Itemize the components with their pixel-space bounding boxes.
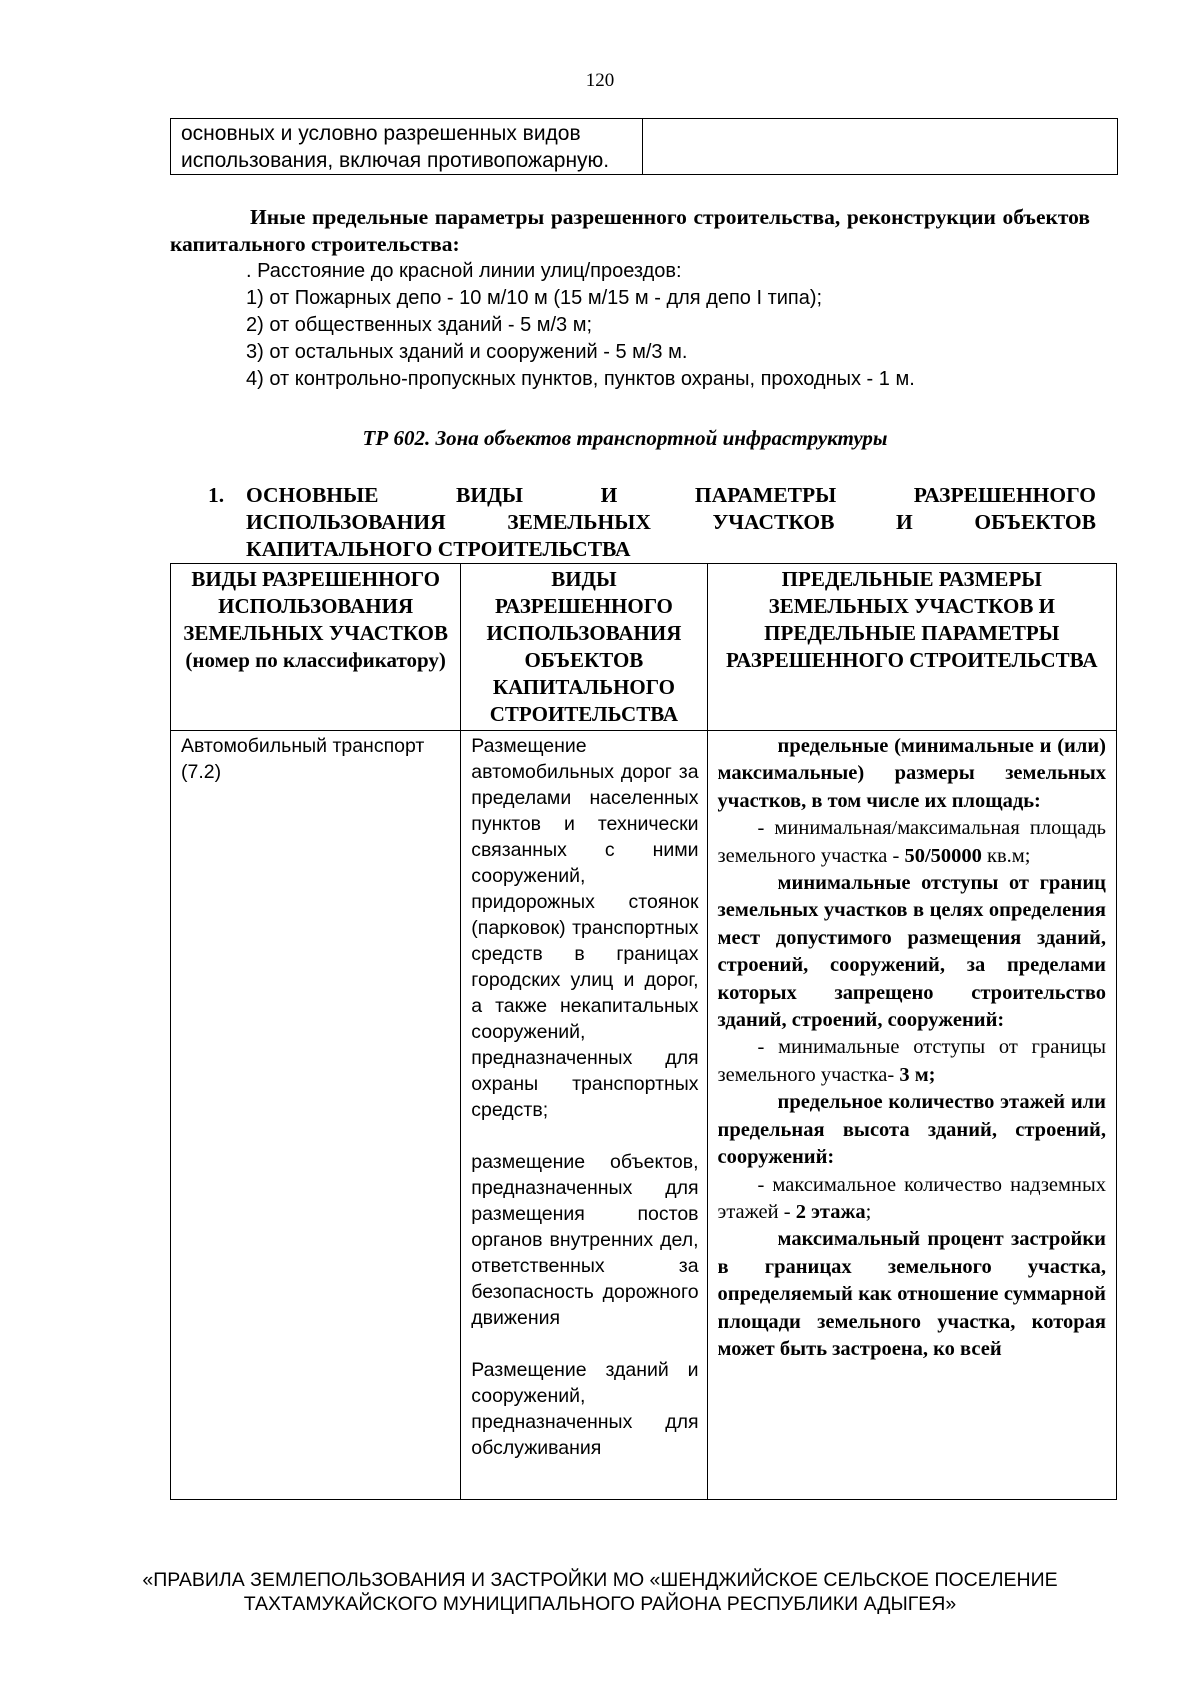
column-header-sublabel: (номер по классификатору) [185, 648, 446, 672]
column-header-building-use: ВИДЫ РАЗРЕШЕННОГО ИСПОЛЬЗОВАНИЯ ОБЪЕКТОВ КАПИТАЛЬНОГО СТРОИТЕЛЬСТВА [461, 564, 707, 731]
section-title-line: ИСПОЛЬЗОВАНИЯ ЗЕМЕЛЬНЫХ УЧАСТКОВ И ОБЪЕКТОВ [246, 510, 1096, 534]
limits-number: 2 этажа [795, 1200, 866, 1223]
building-use-paragraph: Размещение зданий и сооружений, предназначенных для обслуживания [471, 1359, 699, 1459]
limits-heading: минимальные отступы от границ земельных участков в целях определения мест допустимого размещения зданий, строений, сооружений, за пределами которых запрещено строительство зданий, строений, сооружений: [717, 872, 1106, 1032]
limits-text: - минимальные отступы от границы земельного участка- [717, 1036, 1106, 1086]
limits-value [718, 1172, 1106, 1227]
building-use-paragraph: размещение объектов, предназначенных для размещения постов органов внутренних дел, ответственных за безопасность дорожного движения [471, 1151, 699, 1329]
section-title-line: КАПИТАЛЬНОГО СТРОИТЕЛЬСТВА [246, 537, 631, 561]
zone-title: ТР 602. Зона объектов транспортной инфраструктуры [362, 426, 888, 450]
cell-limits [707, 731, 1116, 1500]
footer-line: ТАХТАМУКАЙСКОГО МУНИЦИПАЛЬНОГО РАЙОНА РЕСПУБЛИКИ АДЫГЕЯ» [243, 1593, 957, 1615]
section-number: 1. [208, 483, 225, 507]
limits-heading: предельное количество этажей или предельная высота зданий, строений, сооружений: [717, 1091, 1106, 1169]
list-item: . Расстояние до красной линии улиц/проездов: [246, 260, 682, 282]
section-title-line: ОСНОВНЫЕ ВИДЫ И ПАРАМЕТРЫ РАЗРЕШЕННОГО [246, 483, 1096, 507]
building-use-paragraph: Размещение автомобильных дорог за пределами населенных пунктов и технически связанных с ними сооружений, придорожных стоянок (парковок) транспортных средств в границах городских улиц и дорог, а также некапитальных сооружений, предназначенных для охраны транспортных средств; [471, 735, 699, 1121]
limits-number: 3 м; [899, 1063, 936, 1086]
land-use-code: (7.2) [181, 761, 222, 783]
cell-land-use [171, 731, 461, 1500]
limits-text: - максимальное количество надземных этажей - [717, 1173, 1106, 1223]
list-item: 1) от Пожарных депо - 10 м/10 м (15 м/15 м - для депо I типа); [246, 287, 823, 309]
land-use-name: Автомобильный транспорт [181, 735, 425, 757]
list-item: 4) от контрольно-пропускных пунктов, пунктов охраны, проходных - 1 м. [246, 368, 915, 390]
limits-value [718, 815, 1106, 870]
column-header-land-use [171, 564, 461, 731]
column-header-label: ВИДЫ РАЗРЕШЕННОГО ИСПОЛЬЗОВАНИЯ ЗЕМЕЛЬНЫХ УЧАСТКОВ [183, 567, 448, 645]
limits-value [718, 1034, 1106, 1089]
other-parameters-heading: Иные предельные параметры разрешенного строительства, реконструкции объектов капитального строительства: [170, 205, 1090, 256]
section-title [208, 482, 1096, 563]
page-number: 120 [585, 70, 615, 91]
page-footer [0, 1568, 1200, 1616]
limits-text: - минимальная/максимальная площадь земельного участка - [717, 817, 1106, 867]
footer-line: «ПРАВИЛА ЗЕМЛЕПОЛЬЗОВАНИЯ И ЗАСТРОЙКИ МО «ШЕНДЖИЙСКОЕ СЕЛЬСКОЕ ПОСЕЛЕНИЕ [142, 1569, 1058, 1591]
list-item: 3) от остальных зданий и сооружений - 5 м/3 м. [246, 341, 688, 363]
table-row [171, 119, 1118, 175]
column-header-limits: ПРЕДЕЛЬНЫЕ РАЗМЕРЫ ЗЕМЕЛЬНЫХ УЧАСТКОВ И ПРЕДЕЛЬНЫЕ ПАРАМЕТРЫ РАЗРЕШЕННОГО СТРОИТЕЛЬСТВА [707, 564, 1116, 731]
distance-list [170, 258, 1090, 393]
limits-heading: максимальный процент застройки в границах земельного участка, определяемый как отношение суммарной площади земельного участка, которая может быть застроена, ко всей [717, 1228, 1106, 1360]
limits-punct: ; [865, 1200, 872, 1223]
cell-building-use [461, 731, 707, 1500]
permitted-use-table [170, 563, 1117, 1500]
list-item: 2) от общественных зданий - 5 м/3 м; [246, 314, 593, 336]
limits-unit: кв.м; [987, 844, 1031, 867]
limits-number: 50/50000 [904, 844, 982, 867]
continued-cell-right [643, 119, 1118, 175]
limits-heading: предельные (минимальные и (или) максимальные) размеры земельных участков, в том числе их площадь: [717, 735, 1106, 812]
table-header-row [171, 564, 1117, 731]
table-row [171, 731, 1117, 1500]
continued-cell-left: основных и условно разрешенных видов использования, включая противопожарную. [171, 119, 643, 175]
continued-table [170, 118, 1118, 175]
other-parameters-block [170, 204, 1090, 393]
